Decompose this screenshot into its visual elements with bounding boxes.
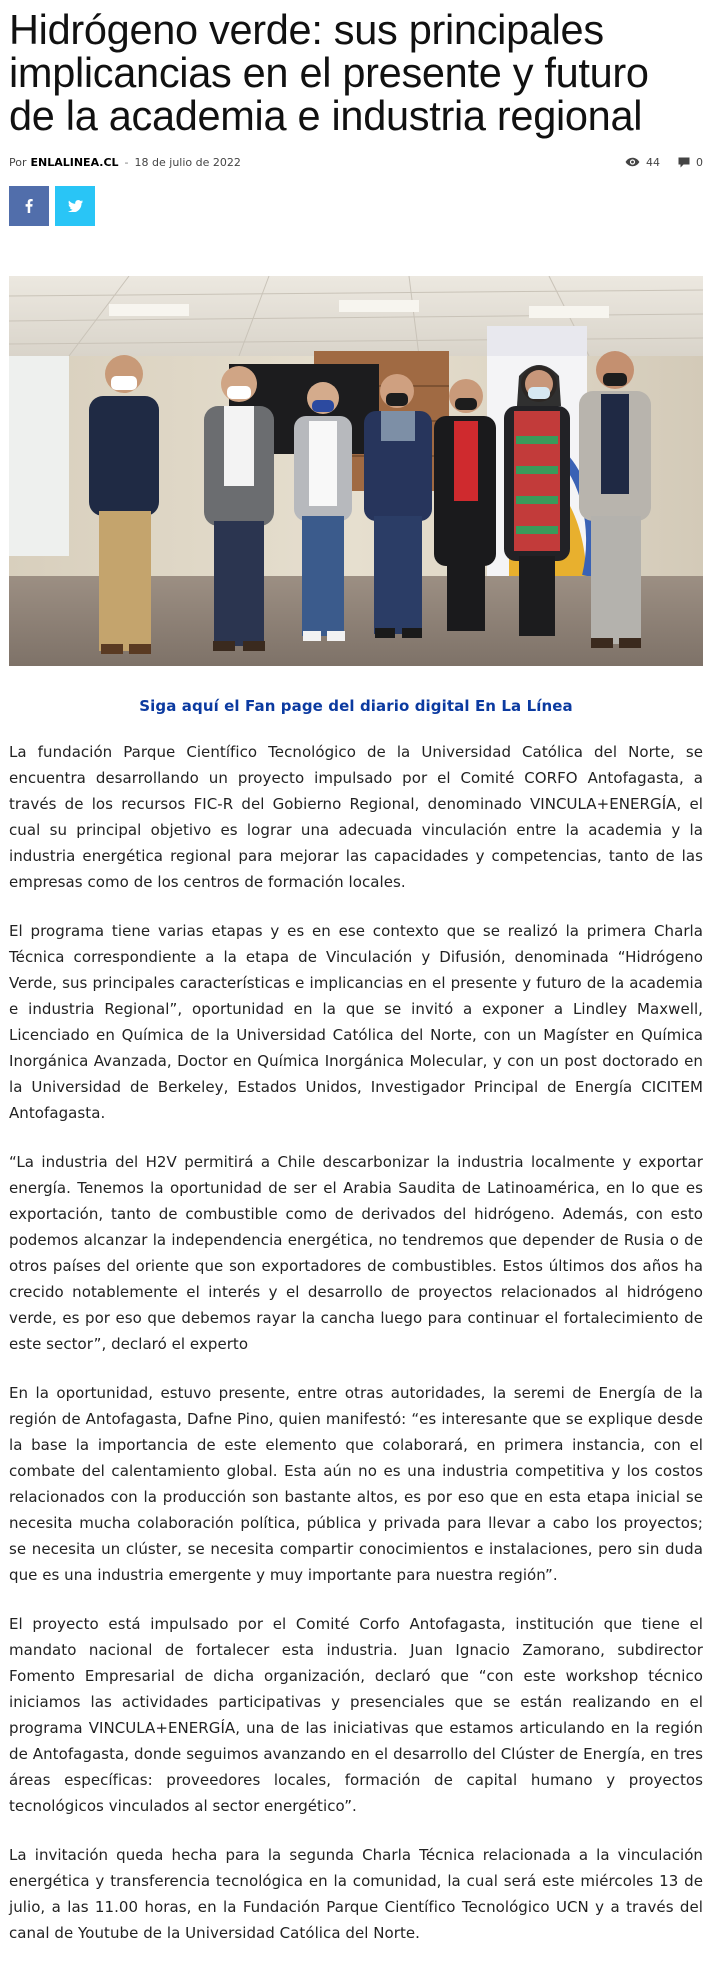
twitter-icon [68, 200, 83, 212]
eye-icon [625, 157, 640, 167]
article-paragraph: La fundación Parque Científico Tecnológico de la Universidad Católica del Norte, se encuentra desarrollando un proyecto impulsado por el Comité CORFO Antofagasta, a través de los recursos FIC-R del Gobierno Regional, denominado VINCULA+ENERGÍA, el cual su principal objetivo es lograr una adecuada vinculación entre la academia y la industria energética regional para mejorar las capacidades y competencias, tanto de las empresas como de los centros de formación locales. [9, 743, 703, 891]
author-link[interactable]: ENLALINEA.CL [30, 155, 119, 169]
article-paragraph: En la oportunidad, estuvo presente, entre otras autoridades, la seremi de Energía de la región de Antofagasta, Dafne Pino, quien manifestó: “es interesante que se explique desde la base la importancia de este elemento que colaborará, en primera instancia, con el combate del calentamiento global. Esta aún no es una industria competitiva y los costos relacionados con la producción son bastante altos, es por eso que en esta etapa inicial se necesita mucha colaboración política, pública y privada para llevar a cabo los proyectos; se necesita un clúster, se necesita compartir conocimientos e instalaciones, pero sin duda que es una industria emergente y muy importante para nuestra región”. [9, 1384, 703, 1584]
article-paragraph: El proyecto está impulsado por el Comité Corfo Antofagasta, institución que tiene el mandato nacional de fortalecer esta industria. Juan Ignacio Zamorano, subdirector Fomento Empresarial de dicha organización, declaró que “con este workshop técnico iniciamos las actividades participativas y presenciales que se están realizando en el programa VINCULA+ENERGÍA, una de las iniciativas que estamos articulando en la región de Antofagasta, donde seguimos avanzando en el desarrollo del Clúster de Energía, en tres áreas específicas: proveedores locales, formación de capital humano y proyectos tecnológicos vinculados al sector energético”. [9, 1615, 703, 1815]
meta-separator: - [124, 155, 129, 169]
publish-date: 18 de julio de 2022 [134, 155, 241, 169]
article-photo [9, 276, 703, 666]
fan-page-link[interactable]: Siga aquí el Fan page del diario digital En La Línea [139, 697, 573, 715]
views-counter [625, 156, 660, 169]
facebook-icon [25, 199, 33, 213]
article-paragraph: El programa tiene varias etapas y es en ese contexto que se realizó la primera Charla Técnica correspondiente a la etapa de Vinculación y Difusión, denominada “Hidrógeno Verde, sus principales características e implicancias en el presente y futuro de la academia e industria Regional”, oportunidad en la que se invitó a exponer a Lindley Maxwell, Licenciado en Química de la Universidad Católica del Norte, con un Magíster en Química Inorgánica Avanzada, Doctor en Química Inorgánica Molecular, y con un post doctorado en la Universidad de Berkeley, Estados Unidos, Investigador Principal de Energía CICITEM Antofagasta. [9, 922, 703, 1122]
comments-counter[interactable] [678, 156, 703, 169]
article-paragraph: La invitación queda hecha para la segunda Charla Técnica relacionada a la vinculación energética y transferencia tecnológica en la comunidad, la cual será este miércoles 13 de julio, a las 11.00 horas, en la Fundación Parque Científico Tecnológico UCN y a través del canal de Youtube de la Universidad Católica del Norte. [9, 1846, 703, 1942]
comment-icon [678, 157, 690, 168]
facebook-share-button[interactable] [9, 186, 49, 226]
article-title: Hidrógeno verde: sus principales implicancias en el presente y futuro de la academia e industria regional [9, 6, 649, 139]
comments-count: 0 [696, 155, 703, 169]
views-count: 44 [646, 155, 660, 169]
article-body [9, 739, 703, 1946]
article-meta [9, 154, 703, 170]
twitter-share-button[interactable] [55, 186, 95, 226]
group-photo-illustration [9, 276, 703, 666]
article-paragraph: “La industria del H2V permitirá a Chile descarbonizar la industria localmente y exportar energía. Tenemos la oportunidad de ser el Arabia Saudita de Latinoamérica, en lo que es exportación, tanto de combustible como de derivados del hidrógeno. Además, con esto podemos alcanzar la independencia energética, no tendremos que depender de Rusia o de otros países del oriente que son exportadores de combustibles. Estos últimos dos años ha crecido notablemente el interés y el desarrollo de proyectos relacionados al hidrógeno verde, es por eso que debemos rayar la cancha luego para continuar el fortalecimiento de este sector”, declaró el experto [9, 1153, 703, 1353]
by-label: Por [9, 155, 27, 169]
share-buttons [9, 186, 703, 226]
